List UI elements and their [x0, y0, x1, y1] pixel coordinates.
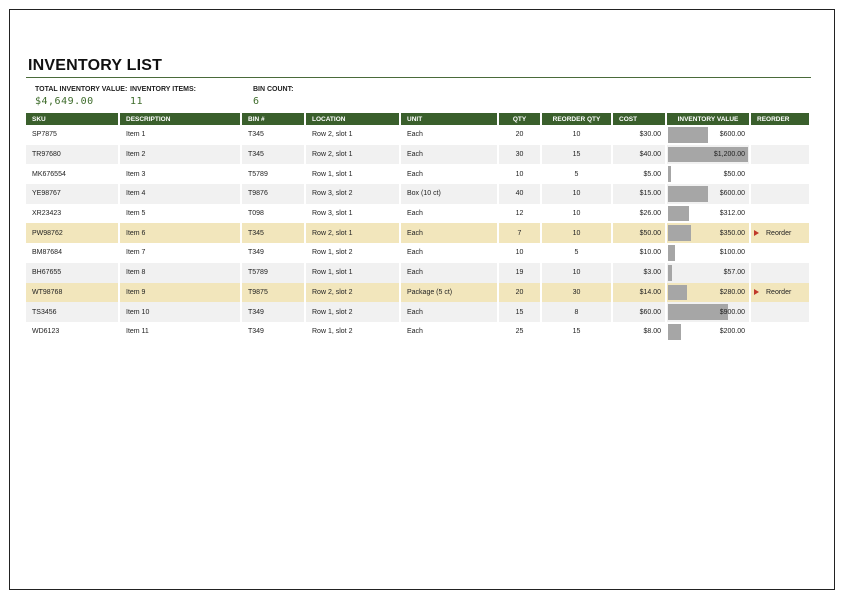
cell-description[interactable]: Item 3 [120, 164, 242, 184]
cell-location[interactable]: Row 3, slot 2 [306, 184, 401, 204]
cell-description[interactable]: Item 6 [120, 223, 242, 243]
reorder-indicator [757, 283, 809, 303]
cell-sku[interactable]: SP7875 [26, 125, 120, 145]
value-text: $1,200.00 [713, 151, 745, 159]
cell-qty[interactable]: 20 [499, 125, 542, 145]
cell-reorder[interactable] [751, 164, 811, 184]
header-location[interactable]: LOCATION [306, 113, 401, 125]
cell-inventory-value[interactable] [667, 125, 751, 145]
cell-reorder-qty[interactable]: 15 [542, 145, 613, 165]
value-text: $200.00 [719, 328, 745, 336]
cell-location[interactable]: Row 1, slot 1 [306, 263, 401, 283]
items-count: 11 [130, 96, 144, 107]
title-divider [26, 77, 811, 78]
cell-inventory-value[interactable] [667, 145, 751, 165]
cell-unit[interactable]: Package (5 ct) [401, 283, 499, 303]
table-row[interactable] [26, 283, 811, 303]
value-data-bar [668, 285, 687, 301]
cell-inventory-value[interactable] [667, 184, 751, 204]
cell-sku[interactable]: BM87684 [26, 243, 120, 263]
value-text: $50.00 [723, 170, 745, 178]
cell-unit[interactable]: Each [401, 243, 499, 263]
reorder-label: Reorder [766, 288, 792, 296]
cell-description[interactable]: Item 2 [120, 145, 242, 165]
header-reorder[interactable]: REORDER [751, 113, 811, 125]
header-qty[interactable]: QTY [499, 113, 542, 125]
cell-unit[interactable]: Each [401, 204, 499, 224]
cell-qty[interactable]: 15 [499, 302, 542, 322]
cell-bin[interactable]: T345 [242, 223, 306, 243]
cell-qty[interactable]: 30 [499, 145, 542, 165]
table-header-row [26, 113, 811, 125]
bin-count: 6 [253, 96, 260, 107]
cell-cost[interactable]: $26.00 [613, 204, 667, 224]
cell-inventory-value[interactable] [667, 164, 751, 184]
total-value-label: TOTAL INVENTORY VALUE: [35, 86, 128, 93]
cell-reorder[interactable] [751, 302, 811, 322]
cell-reorder[interactable] [751, 204, 811, 224]
cell-bin[interactable]: T9876 [242, 184, 306, 204]
cell-qty[interactable]: 10 [499, 243, 542, 263]
table-row[interactable] [26, 204, 811, 224]
cell-location[interactable]: Row 1, slot 2 [306, 322, 401, 342]
cell-description[interactable]: Item 1 [120, 125, 242, 145]
cell-bin[interactable]: T345 [242, 125, 306, 145]
value-text: $280.00 [719, 288, 745, 296]
table-row[interactable] [26, 243, 811, 263]
cell-location[interactable]: Row 2, slot 1 [306, 145, 401, 165]
cell-cost[interactable]: $3.00 [613, 263, 667, 283]
value-text: $57.00 [723, 269, 745, 277]
cell-inventory-value[interactable] [667, 322, 751, 342]
value-data-bar [668, 166, 671, 182]
cell-bin[interactable]: T345 [242, 145, 306, 165]
cell-description[interactable]: Item 5 [120, 204, 242, 224]
header-bin[interactable]: BIN # [242, 113, 306, 125]
cell-qty[interactable]: 10 [499, 164, 542, 184]
table-row[interactable] [26, 223, 811, 243]
value-data-bar [668, 127, 708, 143]
header-description[interactable]: DESCRIPTION [120, 113, 242, 125]
value-data-bar [668, 265, 672, 281]
header-inventory-value[interactable]: INVENTORY VALUE [667, 113, 751, 125]
table-row[interactable] [26, 125, 811, 145]
cell-qty[interactable]: 25 [499, 322, 542, 342]
cell-unit[interactable]: Each [401, 302, 499, 322]
cell-reorder[interactable] [751, 223, 811, 243]
cell-reorder-qty[interactable]: 10 [542, 125, 613, 145]
value-data-bar [668, 245, 675, 261]
cell-unit[interactable]: Each [401, 125, 499, 145]
cell-bin[interactable]: T5789 [242, 263, 306, 283]
cell-cost[interactable]: $14.00 [613, 283, 667, 303]
cell-bin[interactable]: T349 [242, 302, 306, 322]
table-row[interactable] [26, 164, 811, 184]
table-row[interactable] [26, 302, 811, 322]
reorder-flag-icon [754, 289, 759, 295]
cell-location[interactable]: Row 2, slot 2 [306, 283, 401, 303]
cell-qty[interactable]: 12 [499, 204, 542, 224]
cell-description[interactable]: Item 9 [120, 283, 242, 303]
header-reorder-qty[interactable]: REORDER QTY [542, 113, 613, 125]
total-value: $4,649.00 [35, 96, 94, 107]
cell-reorder[interactable] [751, 184, 811, 204]
cell-bin[interactable]: T098 [242, 204, 306, 224]
cell-reorder[interactable] [751, 125, 811, 145]
cell-bin[interactable]: T9875 [242, 283, 306, 303]
cell-reorder[interactable] [751, 263, 811, 283]
cell-inventory-value[interactable] [667, 283, 751, 303]
cell-cost[interactable]: $40.00 [613, 145, 667, 165]
cell-sku[interactable]: TR97680 [26, 145, 120, 165]
cell-bin[interactable]: T349 [242, 243, 306, 263]
page-title: INVENTORY LIST [28, 57, 163, 74]
cell-reorder-qty[interactable]: 30 [542, 283, 613, 303]
cell-description[interactable]: Item 11 [120, 322, 242, 342]
cell-reorder-qty[interactable]: 5 [542, 243, 613, 263]
cell-location[interactable]: Row 2, slot 1 [306, 125, 401, 145]
cell-location[interactable]: Row 1, slot 1 [306, 164, 401, 184]
cell-qty[interactable]: 40 [499, 184, 542, 204]
value-text: $600.00 [719, 131, 745, 139]
value-data-bar [668, 225, 691, 241]
cell-unit[interactable]: Each [401, 164, 499, 184]
cell-reorder-qty[interactable]: 5 [542, 164, 613, 184]
cell-sku[interactable]: XR23423 [26, 204, 120, 224]
table-row[interactable] [26, 184, 811, 204]
value-text: $100.00 [719, 249, 745, 257]
bin-count-label: BIN COUNT: [253, 86, 294, 93]
value-data-bar [668, 324, 681, 340]
value-text: $600.00 [719, 190, 745, 198]
cell-unit[interactable]: Each [401, 322, 499, 342]
cell-location[interactable]: Row 2, slot 1 [306, 223, 401, 243]
cell-cost[interactable]: $30.00 [613, 125, 667, 145]
inventory-table [26, 113, 811, 342]
cell-reorder-qty[interactable]: 10 [542, 184, 613, 204]
reorder-flag-icon [754, 230, 759, 236]
cell-qty[interactable]: 7 [499, 223, 542, 243]
cell-sku[interactable]: WD6123 [26, 322, 120, 342]
value-text: $312.00 [719, 210, 745, 218]
cell-qty[interactable]: 19 [499, 263, 542, 283]
cell-cost[interactable]: $5.00 [613, 164, 667, 184]
cell-inventory-value[interactable] [667, 204, 751, 224]
cell-reorder-qty[interactable]: 10 [542, 204, 613, 224]
reorder-label: Reorder [766, 229, 792, 237]
cell-reorder[interactable] [751, 145, 811, 165]
cell-description[interactable]: Item 4 [120, 184, 242, 204]
cell-cost[interactable]: $8.00 [613, 322, 667, 342]
cell-sku[interactable]: WT98768 [26, 283, 120, 303]
cell-unit[interactable]: Each [401, 223, 499, 243]
cell-cost[interactable]: $50.00 [613, 223, 667, 243]
cell-location[interactable]: Row 1, slot 2 [306, 243, 401, 263]
cell-bin[interactable]: T349 [242, 322, 306, 342]
items-count-label: INVENTORY ITEMS: [130, 86, 196, 93]
cell-description[interactable]: Item 7 [120, 243, 242, 263]
cell-inventory-value[interactable] [667, 263, 751, 283]
cell-location[interactable]: Row 3, slot 1 [306, 204, 401, 224]
table-row[interactable] [26, 322, 811, 342]
cell-sku[interactable]: BH67655 [26, 263, 120, 283]
cell-inventory-value[interactable] [667, 223, 751, 243]
cell-location[interactable]: Row 1, slot 2 [306, 302, 401, 322]
cell-cost[interactable]: $15.00 [613, 184, 667, 204]
cell-inventory-value[interactable] [667, 302, 751, 322]
table-row[interactable] [26, 263, 811, 283]
table-row[interactable] [26, 145, 811, 165]
reorder-indicator [757, 223, 809, 243]
header-cost[interactable]: COST [613, 113, 667, 125]
cell-inventory-value[interactable] [667, 243, 751, 263]
cell-reorder-qty[interactable]: 8 [542, 302, 613, 322]
cell-reorder-qty[interactable]: 10 [542, 263, 613, 283]
header-unit[interactable]: UNIT [401, 113, 499, 125]
cell-bin[interactable]: T5789 [242, 164, 306, 184]
cell-sku[interactable]: PW98762 [26, 223, 120, 243]
cell-unit[interactable]: Each [401, 145, 499, 165]
value-text: $900.00 [719, 308, 745, 316]
cell-reorder[interactable] [751, 243, 811, 263]
cell-sku[interactable]: YE98767 [26, 184, 120, 204]
value-data-bar [668, 186, 708, 202]
cell-reorder-qty[interactable]: 15 [542, 322, 613, 342]
cell-reorder[interactable] [751, 283, 811, 303]
cell-description[interactable]: Item 10 [120, 302, 242, 322]
cell-sku[interactable]: MK676554 [26, 164, 120, 184]
value-text: $350.00 [719, 229, 745, 237]
cell-cost[interactable]: $60.00 [613, 302, 667, 322]
cell-qty[interactable]: 20 [499, 283, 542, 303]
cell-sku[interactable]: TS3456 [26, 302, 120, 322]
cell-unit[interactable]: Box (10 ct) [401, 184, 499, 204]
header-sku[interactable]: SKU [26, 113, 120, 125]
cell-reorder[interactable] [751, 322, 811, 342]
cell-cost[interactable]: $10.00 [613, 243, 667, 263]
cell-reorder-qty[interactable]: 10 [542, 223, 613, 243]
cell-unit[interactable]: Each [401, 263, 499, 283]
cell-description[interactable]: Item 8 [120, 263, 242, 283]
value-data-bar [668, 206, 689, 222]
